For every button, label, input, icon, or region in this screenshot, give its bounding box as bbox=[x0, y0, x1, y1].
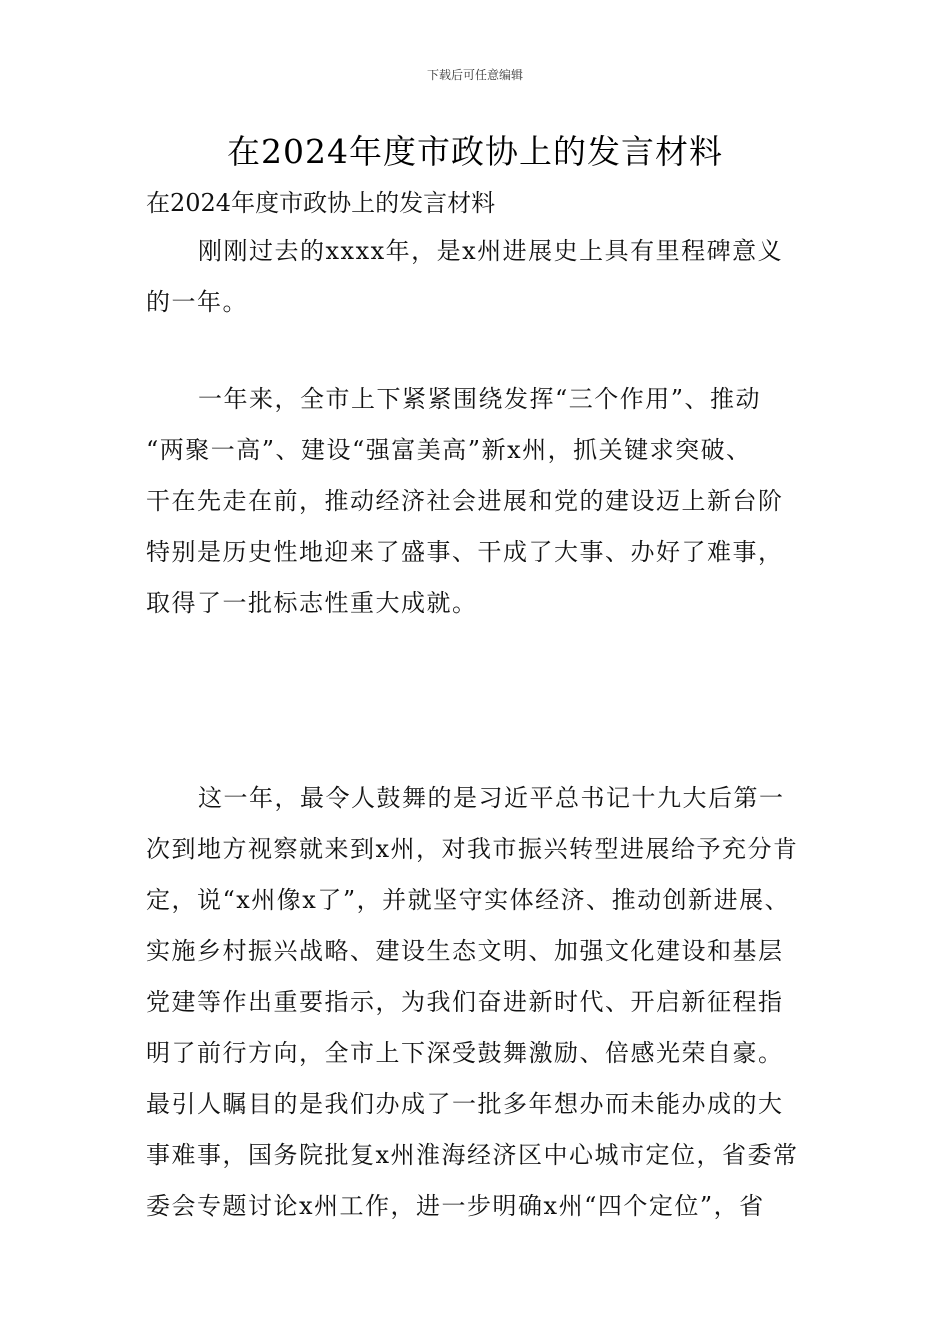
paragraph-line: 最引人瞩目的是我们办成了一批多年想办而未能办成的大 bbox=[146, 1090, 784, 1118]
header-note: 下载后可任意编辑 bbox=[426, 68, 523, 82]
paragraph-line: 这一年，最令人鼓舞的是习近平总书记十九大后第一 bbox=[198, 784, 785, 812]
document-title: 在2024年度市政协上的发言材料 bbox=[227, 132, 723, 171]
paragraph-line: 事难事，国务院批复x州淮海经济区中心城市定位，省委常 bbox=[146, 1141, 799, 1169]
paragraph-1 bbox=[146, 226, 826, 328]
document-subtitle: 在2024年度市政协上的发言材料 bbox=[146, 189, 496, 217]
paragraph-line: 的一年。 bbox=[146, 288, 248, 316]
paragraph-line: 明了前行方向，全市上下深受鼓舞激励、倍感光荣自豪。 bbox=[146, 1039, 784, 1067]
paragraph-line: “两聚一高”、建设“强富美高”新x州，抓关键求突破、 bbox=[146, 436, 752, 464]
paragraph-line: 次到地方视察就来到x州，对我市振兴转型进展给予充分肯 bbox=[146, 835, 799, 863]
paragraph-3 bbox=[146, 773, 826, 1232]
paragraph-line: 实施乡村振兴战略、建设生态文明、加强文化建设和基层 bbox=[146, 937, 784, 965]
paragraph-2 bbox=[146, 374, 826, 629]
paragraph-line: 特别是历史性地迎来了盛事、干成了大事、办好了难事， bbox=[146, 538, 784, 566]
paragraph-line: 取得了一批标志性重大成就。 bbox=[146, 589, 478, 617]
paragraph-line: 干在先走在前，推动经济社会进展和党的建设迈上新台阶 bbox=[146, 487, 784, 515]
paragraph-line: 刚刚过去的xxxx年，是x州进展史上具有里程碑意义 bbox=[198, 237, 784, 265]
paragraph-line: 委会专题讨论x州工作，进一步明确x州“四个定位”，省 bbox=[146, 1192, 765, 1220]
paragraph-line: 一年来，全市上下紧紧围绕发挥“三个作用”、推动 bbox=[198, 385, 762, 413]
paragraph-line: 定，说“x州像x了”，并就坚守实体经济、推动创新进展、 bbox=[146, 886, 791, 914]
paragraph-line: 党建等作出重要指示，为我们奋进新时代、开启新征程指 bbox=[146, 988, 784, 1016]
